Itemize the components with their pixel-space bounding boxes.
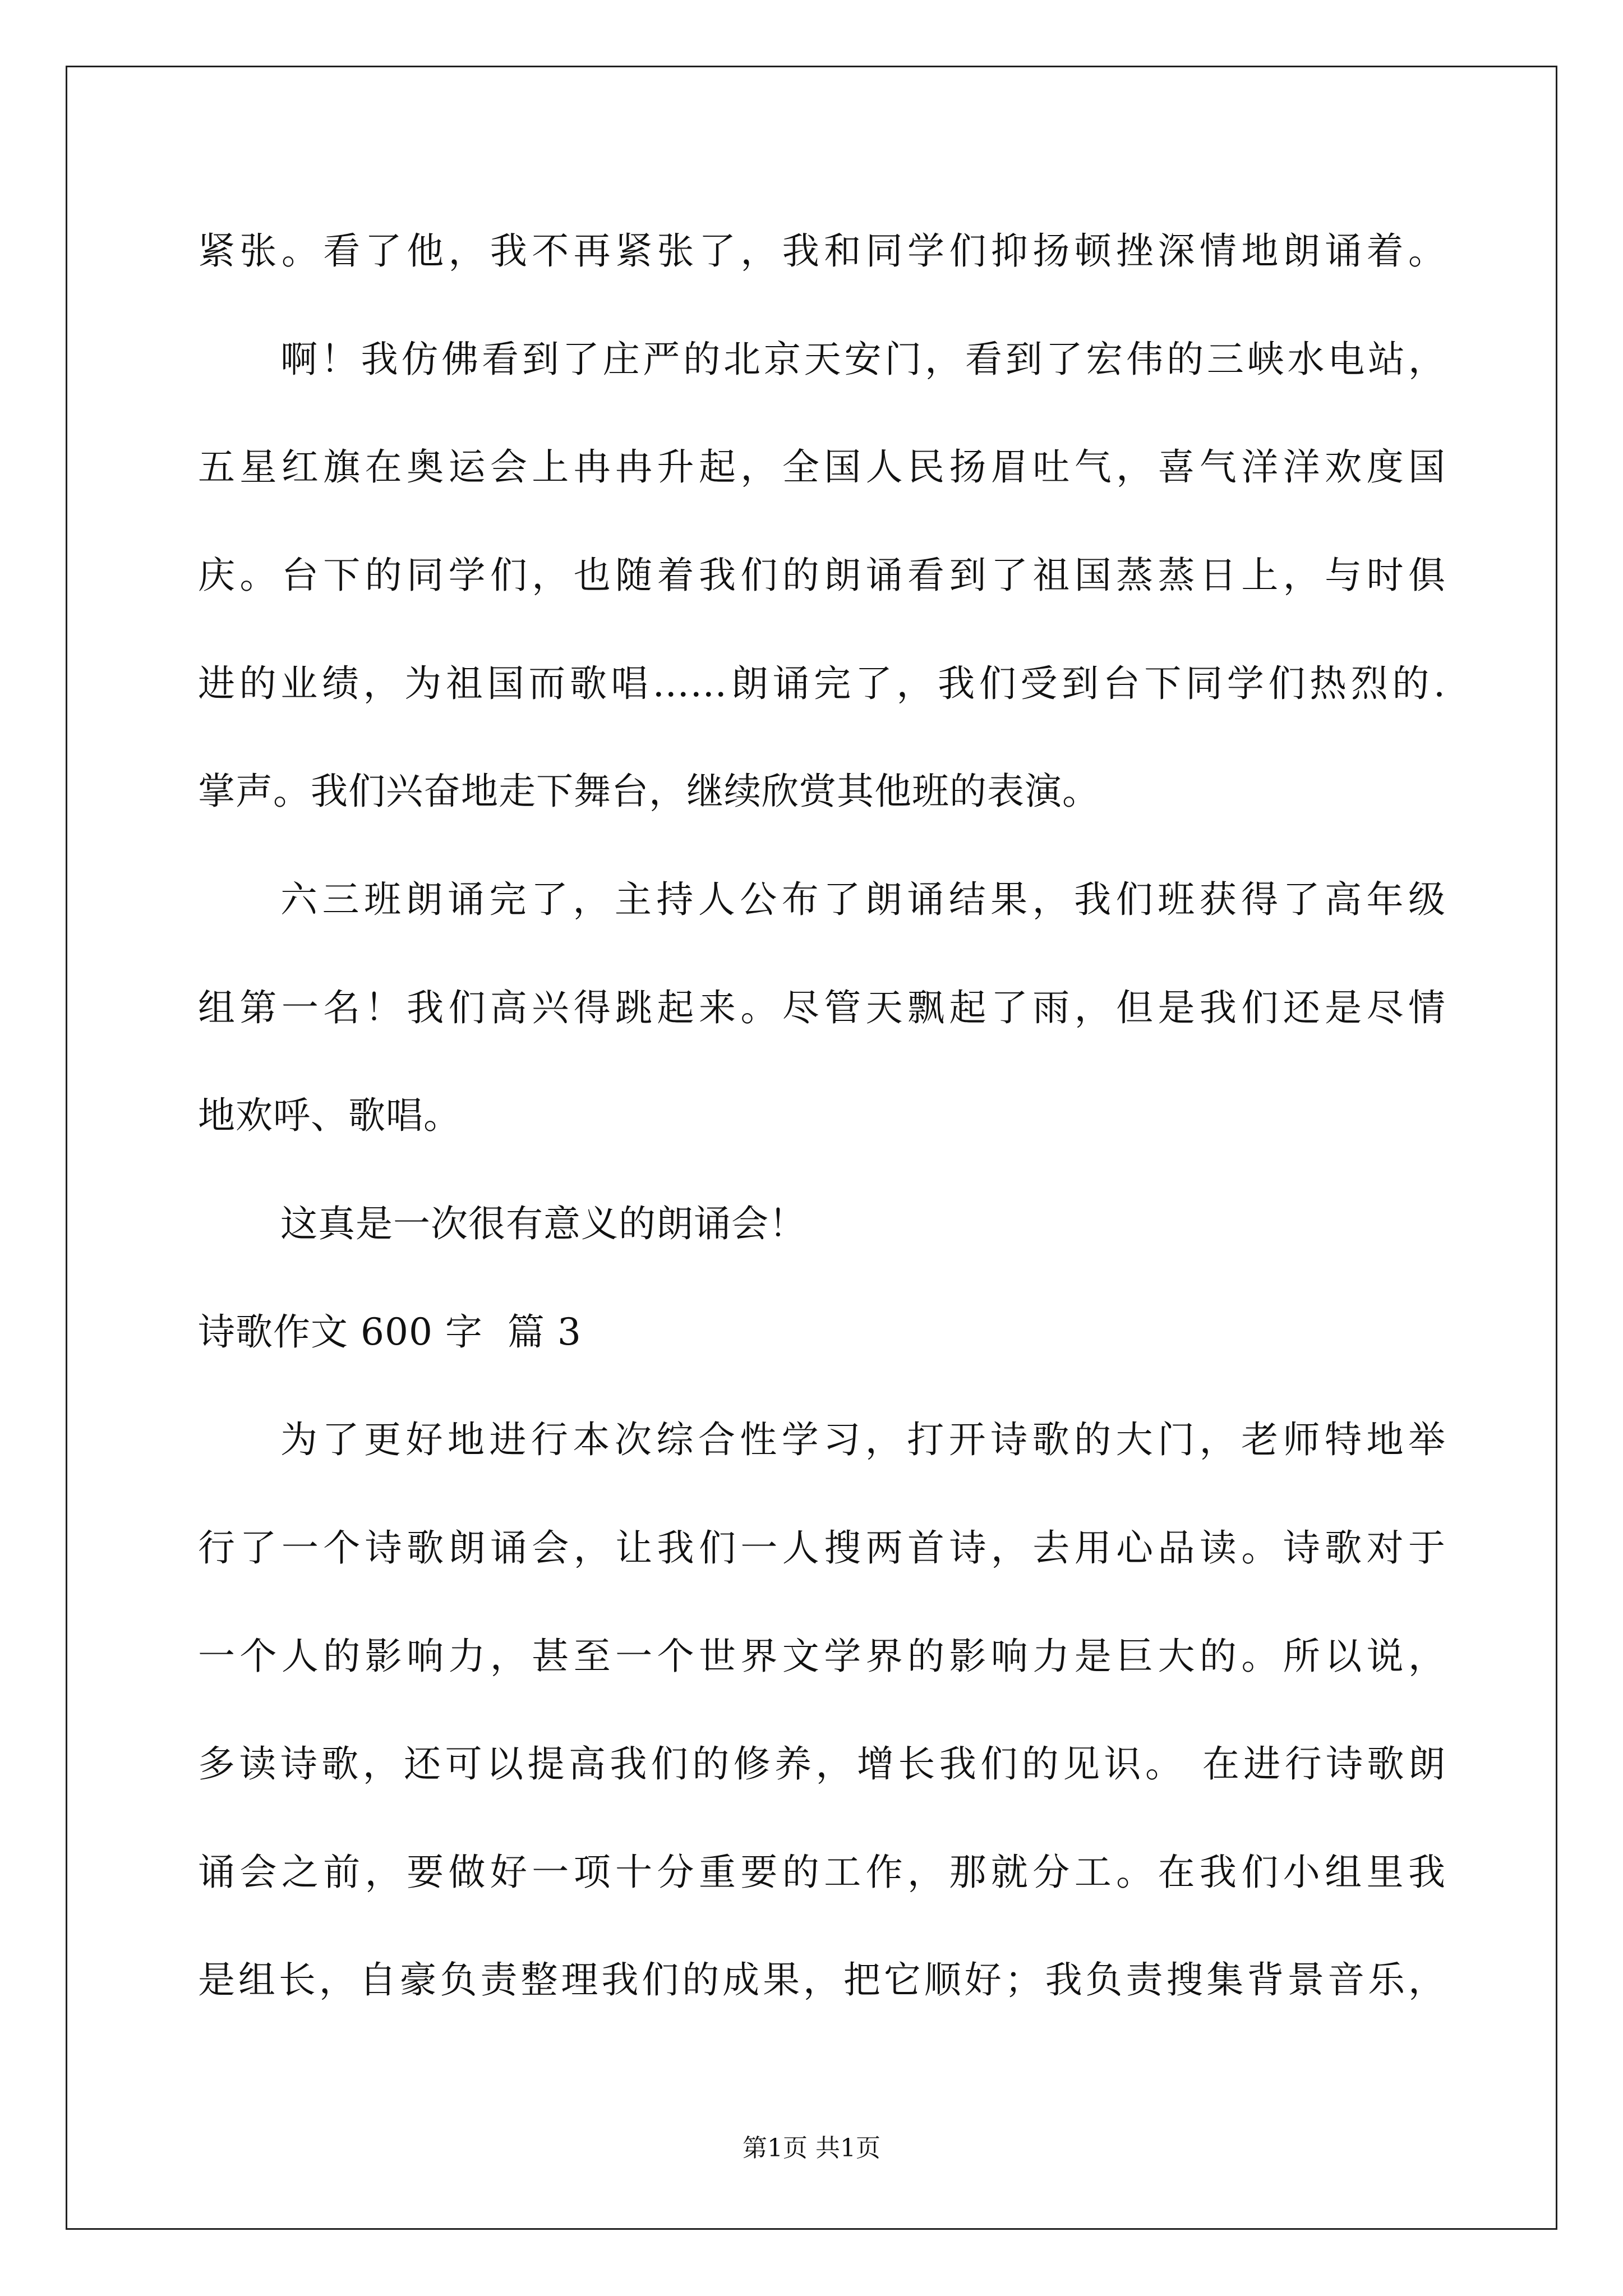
text-line-7: 六三班朗诵完了，主持人公布了朗诵结果，我们班获得了高年级 [280,878,1446,921]
text-line-6: 掌声。我们兴奋地走下舞台，继续欣赏其他班的表演。 [198,770,1100,813]
text-line-2: 啊！我仿佛看到了庄严的北京天安门，看到了宏伟的三峡水电站， [280,338,1446,381]
section-heading: 诗歌作文 600 字 篇 3 [198,1310,582,1354]
page-border [66,66,1557,2230]
text-line-12: 为了更好地进行本次综合性学习，打开诗歌的大门，老师特地举 [280,1418,1446,1461]
text-line-16: 诵会之前，要做好一项十分重要的工作，那就分工。在我们小组里我 [198,1851,1446,1894]
text-line-17: 是组长，自豪负责整理我们的成果，把它顺好；我负责搜集背景音乐， [198,1958,1446,2001]
text-line-10: 这真是一次很有意义的朗诵会！ [280,1202,806,1245]
page-footer: 第1页 共1页 [743,2134,880,2162]
text-line-5: 进的业绩，为祖国而歌唱……朗诵完了，我们受到台下同学们热烈的. [198,662,1446,705]
text-line-13: 行了一个诗歌朗诵会，让我们一人搜两首诗，去用心品读。诗歌对于 [198,1526,1446,1570]
text-line-9: 地欢呼、歌唱。 [198,1094,461,1137]
text-line-8: 组第一名！我们高兴得跳起来。尽管天飘起了雨，但是我们还是尽情 [198,986,1446,1029]
text-line-15: 多读诗歌，还可以提高我们的修养，增长我们的见识。 在进行诗歌朗 [198,1742,1446,1786]
text-line-1: 紧张。看了他，我不再紧张了，我和同学们抑扬顿挫深情地朗诵着。 [198,229,1446,273]
text-line-14: 一个人的影响力，甚至一个世界文学界的影响力是巨大的。所以说， [198,1635,1446,1678]
text-line-3: 五星红旗在奥运会上冉冉升起，全国人民扬眉吐气，喜气洋洋欢度国 [198,445,1446,489]
text-line-4: 庆。台下的同学们，也随着我们的朗诵看到了祖国蒸蒸日上，与时俱 [198,554,1446,597]
